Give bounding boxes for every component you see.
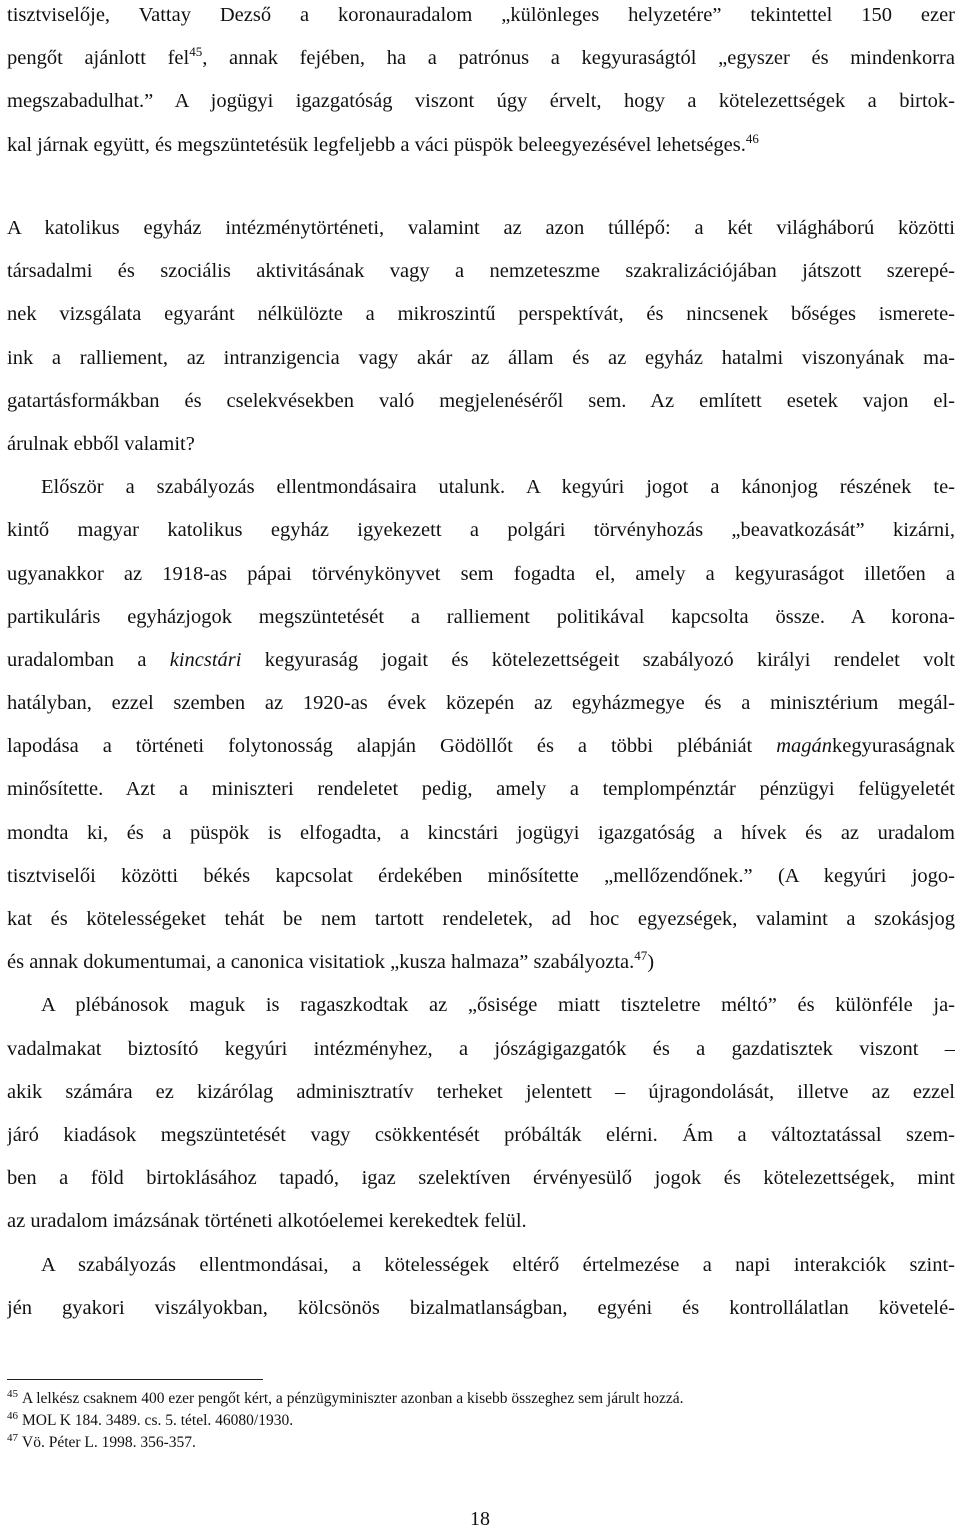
line-text: vadalmakat biztosító kegyúri intézményhez, a jószágigazgatók és a gazdatisztek viszont – xyxy=(7,1037,955,1060)
text-line xyxy=(7,984,955,1027)
text-line xyxy=(7,1200,955,1243)
footnote-number: 47 xyxy=(7,1431,18,1444)
italic-text: magán xyxy=(776,735,833,758)
line-text: lapodása a történeti folytonosság alapján Gödöllőt és a többi plébániát xyxy=(7,735,777,758)
line-text: Először a szabályozás ellentmondásaira utalunk. A kegyúri jogot a kánonjog részének te- xyxy=(41,476,955,499)
text-line xyxy=(7,337,955,380)
footnote-text: Vö. Péter L. 1998. 356-357. xyxy=(22,1434,196,1451)
footnote-text: MOL K 184. 3489. cs. 5. tétel. 46080/1930. xyxy=(22,1412,294,1429)
text-line xyxy=(7,0,955,37)
footnote-item xyxy=(7,1410,955,1432)
line-text: partikuláris egyházjogok megszüntetését a ralliement politikával kapcsolta össze. A korona- xyxy=(7,605,955,628)
line-text: A katolikus egyház intézménytörténeti, valamint az azon túllépő: a két világháború közötti xyxy=(7,217,955,239)
text-line xyxy=(7,37,955,80)
text-line xyxy=(7,855,955,898)
text-line xyxy=(7,812,955,855)
line-text: uradalomban a xyxy=(7,648,170,671)
line-text-tail: kegyuraságnak xyxy=(832,735,955,758)
line-text: gatartásformákban és cselekvésekben való megjelenéséről sem. Az említett esetek vajon el- xyxy=(7,389,955,412)
text-line xyxy=(7,293,955,336)
text-line xyxy=(7,596,955,639)
footnote-reference[interactable]: 47 xyxy=(634,948,648,964)
text-line xyxy=(7,682,955,725)
line-text: A szabályozás ellentmondásai, a kötelességek eltérő értelmezése a napi interakciók szint- xyxy=(41,1253,955,1276)
line-text: ugyanakkor az 1918-as pápai törvénykönyvet sem fogadta el, amely a kegyuraságot illetően a xyxy=(7,562,955,585)
text-line xyxy=(7,639,955,682)
line-text: tisztviselője, Vattay Dezső a koronauradalom „különleges helyzetére” tekintettel 150 ezer xyxy=(7,4,955,26)
text-line xyxy=(7,509,955,552)
line-text-tail: ) xyxy=(647,951,655,974)
text-block-top xyxy=(7,0,955,167)
line-text: kat és kötelességeket tehát be nem tartott rendeletek, ad hoc egyezségek, valamint a szokásjog xyxy=(7,908,955,931)
line-text: jén gyakori viszályokban, kölcsönös bizalmatlanságban, egyéni és kontrollálatlan követelé- xyxy=(7,1296,955,1319)
line-text: ink a ralliement, az intranzigencia vagy akár az állam és az egyház hatalmi viszonyának ma- xyxy=(7,346,955,369)
text-block-main xyxy=(7,207,955,1330)
line-text: pengőt ajánlott fel xyxy=(7,47,190,70)
text-line xyxy=(7,941,955,984)
text-line xyxy=(7,1114,955,1157)
text-line xyxy=(7,898,955,941)
text-line xyxy=(7,1157,955,1200)
line-text-tail: kegyuraság jogait és kötelezettségeit szabályozó királyi rendelet volt xyxy=(241,648,955,671)
page-number: 18 xyxy=(470,1508,490,1530)
line-text: akik számára ez kizárólag adminisztratív terheket jelentett – újragondolását, illetve az ezzel xyxy=(7,1080,955,1103)
line-text: járó kiadások megszüntetését vagy csökkentését próbálták elérni. Ám a változtatással szem- xyxy=(7,1123,955,1146)
text-line xyxy=(7,1071,955,1114)
line-text: árulnak ebből valamit? xyxy=(7,432,195,455)
text-line xyxy=(7,725,955,768)
footnote-number: 46 xyxy=(7,1409,18,1422)
line-text: mondta ki, és a püspök is elfogadta, a kincstári jogügyi igazgatóság a hívek és az uradalom xyxy=(7,821,955,844)
line-text: kintő magyar katolikus egyház igyekezett a polgári törvényhozás „beavatkozását” kizárni, xyxy=(7,519,955,542)
line-text: hatályban, ezzel szemben az 1920-as évek közepén az egyházmegye és a minisztérium megál- xyxy=(7,692,955,715)
line-text: nek vizsgálata egyaránt nélkülözte a mikroszintű perspektívát, és nincsenek bőséges ismerete- xyxy=(7,303,955,326)
line-text: megszabadulhat.” A jogügyi igazgatóság viszont úgy érvelt, hogy a kötelezettségek a birtok- xyxy=(7,90,955,113)
text-line xyxy=(7,1244,955,1287)
footnote-text: A lelkész csaknem 400 ezer pengőt kért, a pénzügyminiszter azonban a kisebb összeghez sem járult hozzá. xyxy=(22,1390,684,1407)
footnote-reference[interactable]: 46 xyxy=(745,130,759,146)
text-line xyxy=(7,768,955,811)
text-line xyxy=(7,466,955,509)
text-line xyxy=(7,423,955,466)
line-text: tisztviselői közötti békés kapcsolat érdekében minősítette „mellőzendőnek.” (A kegyúri jogo- xyxy=(7,864,955,887)
footnotes xyxy=(7,1388,955,1454)
italic-text: kincstári xyxy=(169,648,242,671)
footnote-number: 45 xyxy=(7,1387,18,1400)
footnote-reference[interactable]: 45 xyxy=(189,44,203,60)
footnote-separator xyxy=(7,1379,263,1380)
footnote-item xyxy=(7,1388,955,1410)
line-text: és annak dokumentumai, a canonica visitatiok „kusza halmaza” szabályozta. xyxy=(7,951,635,974)
line-text: ben a föld birtoklásához tapadó, igaz szelektíven érvényesülő jogok és kötelezettségek, mint xyxy=(7,1167,955,1190)
text-line xyxy=(7,207,955,250)
line-text: minősítette. Azt a miniszteri rendeletet pedig, amely a templompénztár pénzügyi felügyeletét xyxy=(7,778,955,801)
line-text: társadalmi és szociális aktivitásának vagy a nemzeteszme szakralizációjában játszott szerepé- xyxy=(7,260,955,283)
text-line xyxy=(7,380,955,423)
text-line xyxy=(7,1028,955,1071)
line-text: az uradalom imázsának történeti alkotóelemei kerekedtek felül. xyxy=(7,1210,527,1233)
line-text: kal járnak együtt, és megszüntetésük legfeljebb a váci püspök beleegyezésével lehetséges. xyxy=(7,133,746,156)
text-line xyxy=(7,250,955,293)
text-line xyxy=(7,1287,955,1330)
text-line xyxy=(7,124,955,167)
footnote-item xyxy=(7,1432,955,1454)
line-text-tail: , annak fejében, ha a patrónus a kegyuraságtól „egyszer és mindenkorra xyxy=(202,47,955,70)
text-line xyxy=(7,553,955,596)
text-line xyxy=(7,80,955,123)
line-text: A plébánosok maguk is ragaszkodtak az „ősisége miatt tiszteletre méltó” és különféle ja- xyxy=(41,994,955,1017)
